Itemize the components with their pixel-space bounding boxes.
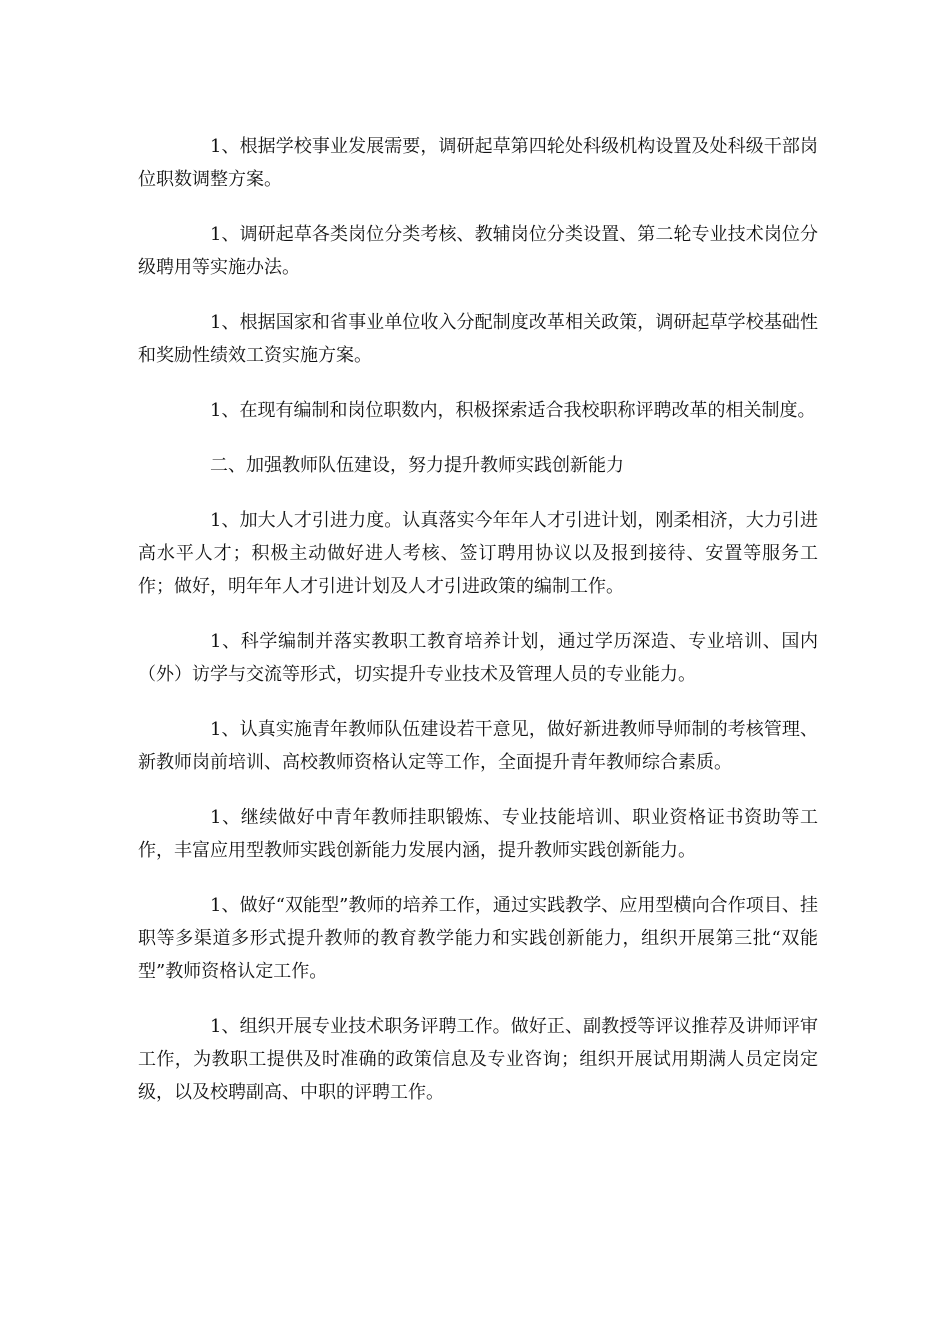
paragraph-young-teachers: 1、认真实施青年教师队伍建设若干意见，做好新进教师导师制的考核管理、新教师岗前培训、高校教师资格认定等工作，全面提升青年教师综合素质。 <box>138 719 818 773</box>
paragraph-staff-training: 1、科学编制并落实教职工教育培养计划，通过学历深造、专业培训、国内（外）访学与交流等形式，切实提升专业技术及管理人员的专业能力。 <box>138 631 818 685</box>
paragraph-practice-training: 1、继续做好中青年教师挂职锻炼、专业技能培训、职业资格证书资助等工作，丰富应用型教师实践创新能力发展内涵，提升教师实践创新能力。 <box>138 807 818 861</box>
paragraph-talent-recruitment: 1、加大人才引进力度。认真落实今年年人才引进计划，刚柔相济，大力引进高水平人才；积极主动做好进人考核、签订聘用协议以及报到接待、安置等服务工作；做好，明年年人才引进计划及人才引进政策的编制工作。 <box>138 510 818 597</box>
paragraph-dual-capability: 1、做好“双能型”教师的培养工作，通过实践教学、应用型横向合作项目、挂职等多渠道多形式提升教师的教育教学能力和实践创新能力，组织开展第三批“双能型”教师资格认定工作。 <box>138 895 818 982</box>
section-heading-teacher-team: 二、加强教师队伍建设，努力提升教师实践创新能力 <box>210 455 624 476</box>
paragraph-title-reform: 1、在现有编制和岗位职数内，积极探索适合我校职称评聘改革的相关制度。 <box>210 400 816 421</box>
paragraph-restructure-plan: 1、根据学校事业发展需要，调研起草第四轮处科级机构设置及处科级干部岗位职数调整方案。 <box>138 136 818 190</box>
document-body <box>138 130 818 1131</box>
paragraph-post-classification: 1、调研起草各类岗位分类考核、教辅岗位分类设置、第二轮专业技术岗位分级聘用等实施办法。 <box>138 224 818 278</box>
paragraph-title-evaluation: 1、组织开展专业技术职务评聘工作。做好正、副教授等评议推荐及讲师评审工作，为教职工提供及时准确的政策信息及专业咨询；组织开展试用期满人员定岗定级，以及校聘副高、中职的评聘工作。 <box>138 1016 818 1103</box>
paragraph-performance-pay: 1、根据国家和省事业单位收入分配制度改革相关政策，调研起草学校基础性和奖励性绩效工资实施方案。 <box>138 312 818 366</box>
